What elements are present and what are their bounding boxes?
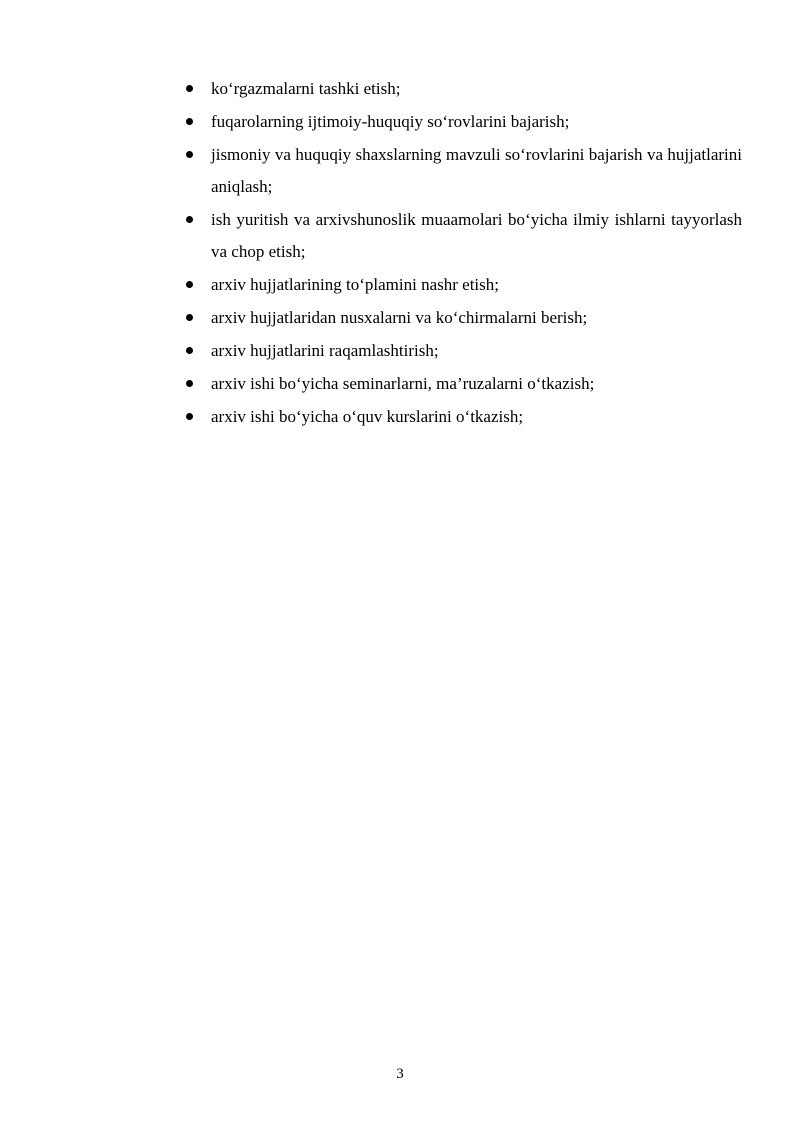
list-item-text: fuqarolarning ijtimoiy-huquqiy so‘rovlarini bajarish; bbox=[211, 112, 570, 131]
list-item-text: arxiv ishi bo‘yicha seminarlarni, ma’ruzalarni o‘tkazish; bbox=[211, 374, 595, 393]
bullet-icon bbox=[186, 85, 193, 92]
bullet-icon bbox=[186, 314, 193, 321]
list-item bbox=[186, 269, 742, 301]
bullet-list bbox=[186, 73, 742, 434]
bullet-icon bbox=[186, 347, 193, 354]
list-item bbox=[186, 368, 742, 400]
list-item bbox=[186, 335, 742, 367]
list-item-text: arxiv hujjatlarining to‘plamini nashr etish; bbox=[211, 275, 499, 294]
list-item-text: ko‘rgazmalarni tashki etish; bbox=[211, 79, 401, 98]
page-number: 3 bbox=[396, 1066, 404, 1082]
list-item-text: jismoniy va huquqiy shaxslarning mavzuli so‘rovlarini bajarish va hujjatlarini aniqlash; bbox=[211, 145, 742, 196]
bullet-icon bbox=[186, 118, 193, 125]
list-item-text: arxiv hujjatlarini raqamlashtirish; bbox=[211, 341, 439, 360]
list-item bbox=[186, 106, 742, 138]
list-item bbox=[186, 401, 742, 433]
bullet-icon bbox=[186, 413, 193, 420]
list-item bbox=[186, 73, 742, 105]
list-item-text: arxiv ishi bo‘yicha o‘quv kurslarini o‘tkazish; bbox=[211, 407, 524, 426]
bullet-icon bbox=[186, 151, 193, 158]
bullet-icon bbox=[186, 216, 193, 223]
list-item bbox=[186, 139, 742, 203]
list-item-text: arxiv hujjatlaridan nusxalarni va ko‘chirmalarni berish; bbox=[211, 308, 588, 327]
bullet-icon bbox=[186, 281, 193, 288]
list-item bbox=[186, 204, 742, 268]
list-item-text: ish yuritish va arxivshunoslik muaamolari bo‘yicha ilmiy ishlarni tayyorlash va chop etish; bbox=[211, 210, 742, 261]
list-item bbox=[186, 302, 742, 334]
bullet-icon bbox=[186, 380, 193, 387]
